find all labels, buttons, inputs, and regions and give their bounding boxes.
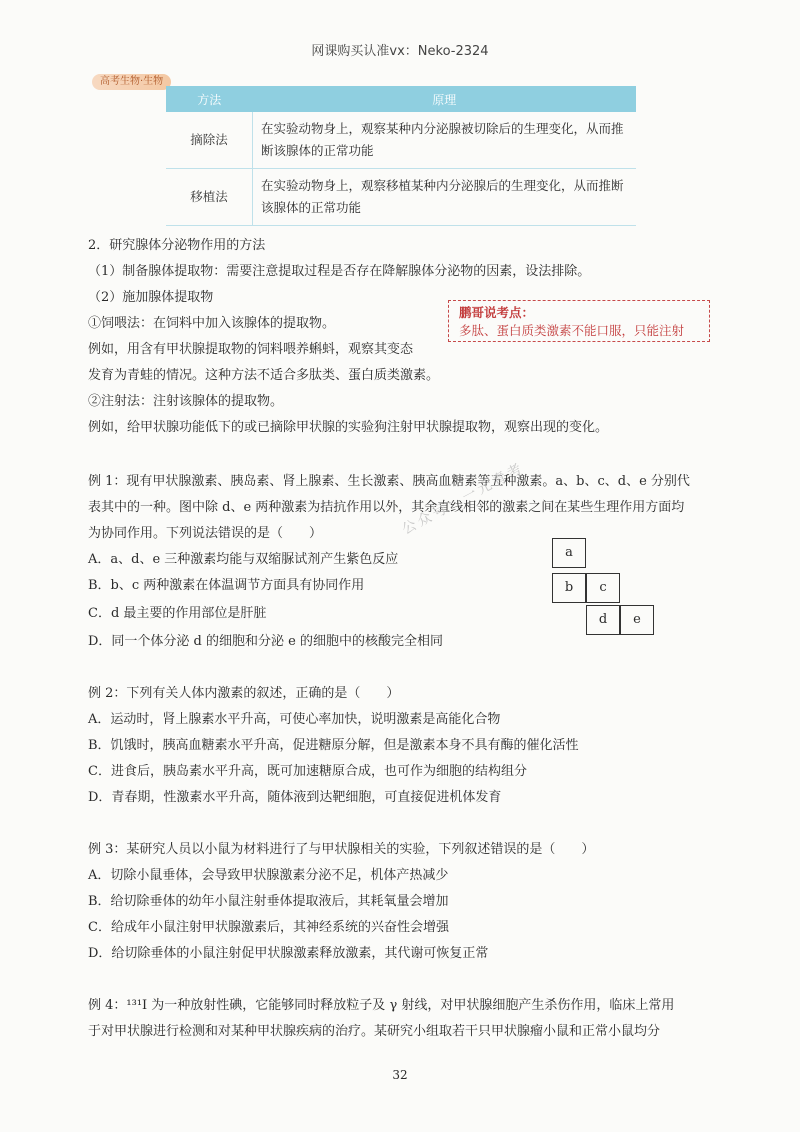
- option-d: D．给切除垂体的小鼠注射促甲状腺激素释放激素，其代谢可恢复正常: [88, 946, 489, 961]
- header-principle: 原理: [253, 86, 637, 112]
- method-cell: 移植法: [166, 169, 253, 226]
- diagram-box-d: d: [586, 605, 620, 635]
- principle-cell: 在实验动物身上，观察移植某种内分泌腺后的生理变化，从而推断该腺体的正常功能: [253, 169, 637, 226]
- option-a: A．切除小鼠垂体，会导致甲状腺激素分泌不足，机体产热减少: [88, 868, 449, 883]
- question-1-cont: 为协同作用。下列说法错误的是（ ）: [88, 526, 323, 541]
- option-b: B．饥饿时，胰高血糖素水平升高，促进糖原分解，但是激素本身不具有酶的催化活性: [88, 738, 579, 753]
- diagram-box-e: e: [620, 605, 654, 635]
- subject-badge: 高考生物·生物: [92, 74, 171, 90]
- paragraph: （1）制备腺体提取物：需要注意提取过程是否存在降解腺体分泌物的因素，设法排除。: [88, 264, 591, 279]
- methods-table: [166, 86, 636, 226]
- table-header-row: [166, 86, 636, 112]
- question-1: 例 1：现有甲状腺激素、胰岛素、肾上腺素、生长激素、胰高血糖素等五种激素。a、b、c、d、e 分别代: [88, 474, 690, 489]
- option-b: B．给切除垂体的幼年小鼠注射垂体提取液后，其耗氧量会增加: [88, 894, 449, 909]
- diagram-box-a: a: [552, 538, 586, 568]
- principle-cell: 在实验动物身上，观察某种内分泌腺被切除后的生理变化，从而推断该腺体的正常功能: [253, 112, 637, 169]
- exam-point-note: [448, 300, 710, 342]
- paragraph: （2）施加腺体提取物: [88, 290, 214, 305]
- watermark-stamp: 公众号：一元青考: [399, 459, 528, 538]
- question-1-cont: 表其中的一种。图中除 d、e 两种激素为拮抗作用以外，其余直线相邻的激素之间在某些生理作用方面均: [88, 500, 685, 515]
- question-4: 例 4：¹³¹I 为一种放射性碘，它能够同时释放粒子及 γ 射线，对甲状腺细胞产生杀伤作用，临床上常用: [88, 998, 675, 1013]
- paragraph: ②注射法：注射该腺体的提取物。: [88, 394, 284, 409]
- option-c: C．d 最主要的作用部位是肝脏: [88, 606, 267, 621]
- question-4-cont: 于对甲状腺进行检测和对某种甲状腺疾病的治疗。某研究小组取若干只甲状腺瘤小鼠和正常小鼠均分: [88, 1024, 661, 1039]
- method-cell: 摘除法: [166, 112, 253, 169]
- top-watermark: 网课购买认准vx：Neko-2324: [311, 44, 489, 59]
- option-d: D．青春期，性激素水平升高，随体液到达靶细胞，可直接促进机体发育: [88, 790, 502, 805]
- question-2: 例 2：下列有关人体内激素的叙述，正确的是（ ）: [88, 686, 400, 701]
- table-row: [166, 112, 636, 169]
- diagram-box-c: c: [586, 573, 620, 603]
- page-number: 32: [392, 1068, 408, 1082]
- table-row: [166, 169, 636, 226]
- question-3: 例 3：某研究人员以小鼠为材料进行了与甲状腺相关的实验，下列叙述错误的是（ ）: [88, 842, 595, 857]
- paragraph: ①饲喂法：在饲料中加入该腺体的提取物。: [88, 316, 336, 331]
- paragraph: 例如，给甲状腺功能低下的或已摘除甲状腺的实验狗注射甲状腺提取物，观察出现的变化。: [88, 420, 609, 435]
- paragraph: 例如，用含有甲状腺提取物的饲料喂养蝌蚪，观察其变态: [88, 342, 414, 357]
- option-b: B．b、c 两种激素在体温调节方面具有协同作用: [88, 578, 365, 593]
- note-text: 多肽、蛋白质类激素不能口服，只能注射: [459, 323, 685, 338]
- option-c: C．进食后，胰岛素水平升高，既可加速糖原合成，也可作为细胞的结构组分: [88, 764, 527, 779]
- option-d: D．同一个体分泌 d 的细胞和分泌 e 的细胞中的核酸完全相同: [88, 634, 443, 649]
- diagram-box-b: b: [552, 573, 586, 603]
- option-c: C．给成年小鼠注射甲状腺激素后，其神经系统的兴奋性会增强: [88, 920, 449, 935]
- header-method: 方法: [166, 86, 253, 112]
- option-a: A．a、d、e 三种激素均能与双缩脲试剂产生紫色反应: [88, 552, 399, 567]
- section-title: 2．研究腺体分泌物作用的方法: [88, 238, 266, 253]
- note-title: 鹏哥说考点：: [459, 305, 535, 320]
- paragraph: 发育为青蛙的情况。这种方法不适合多肽类、蛋白质类激素。: [88, 368, 440, 383]
- option-a: A．运动时，肾上腺素水平升高，可使心率加快，说明激素是高能化合物: [88, 712, 501, 727]
